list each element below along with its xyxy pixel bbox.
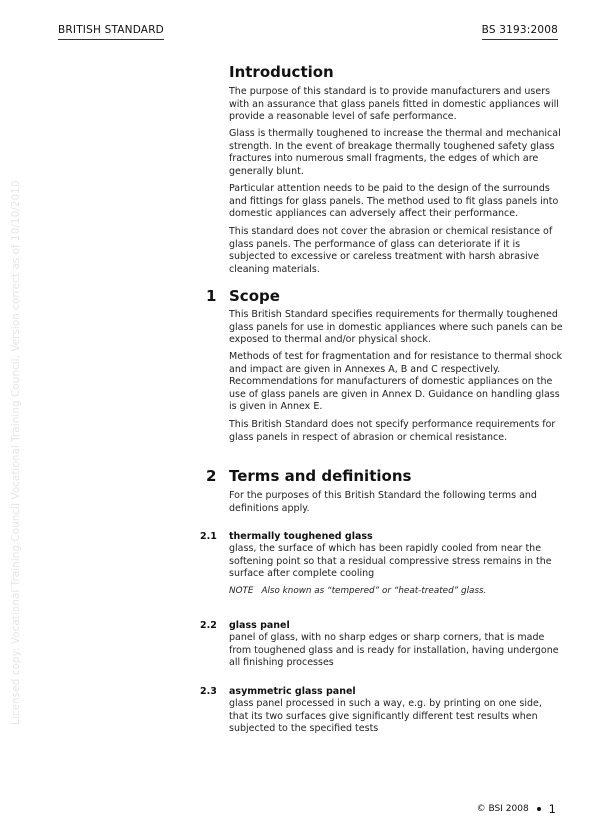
definition-number: 2.3 (200, 686, 217, 697)
introduction-paragraph: Glass is thermally toughened to increase the thermal and mechanical strength. In the event of breakage thermally toughened safety glass fractures into numerous small fragments, the edges of which are generally blunt. (229, 128, 561, 177)
definition-text: panel of glass, with no sharp edges or sharp corners, that is made from toughened glass and is ready for installation, having undergone all finishing processes (229, 632, 559, 669)
scope-section-number: 1 (206, 287, 217, 305)
licence-watermark (10, 125, 24, 725)
header-standard-label: BRITISH STANDARD (58, 24, 164, 40)
introduction-paragraph: This standard does not cover the abrasion or chemical resistance of glass panels. The performance of glass can deteriorate if it is subjected to excessive or careless treatment with harsh abrasive cleaning materials. (229, 226, 553, 275)
scope-paragraph: This British Standard specifies requirements for thermally toughened glass panels for use in domestic appliances where such panels can be exposed to thermal and/or physical shock. (229, 309, 563, 346)
definition-term: thermally toughened glass (229, 531, 373, 542)
note-label: NOTE (229, 586, 254, 596)
definition-note (229, 586, 564, 596)
page-number: 1 (548, 802, 556, 816)
note-text: Also known as “tempered” or “heat-treated” glass. (261, 586, 487, 596)
definition-number: 2.1 (200, 531, 217, 542)
scope-paragraph: This British Standard does not specify performance requirements for glass panels in respect of abrasion or chemical resistance. (229, 419, 556, 443)
terms-section-number: 2 (206, 467, 217, 485)
definition-term: asymmetric glass panel (229, 686, 356, 697)
definition-text: glass, the surface of which has been rapidly cooled from near the softening point so that a residual compressive stress remains in the surface after complete cooling (229, 543, 552, 580)
copyright-notice: © BSI 2008 (476, 804, 529, 814)
header-standard-number: BS 3193:2008 (482, 24, 558, 40)
page-footer (477, 802, 556, 816)
introduction-paragraph: Particular attention needs to be paid to the design of the surrounds and fittings for glass panels. The method used to fit glass panels into domestic appliances can adversely affect their performance. (229, 183, 559, 220)
definition-number: 2.2 (200, 620, 217, 631)
terms-heading: Terms and definitions (229, 467, 412, 485)
watermark-text: Licensed copy: Vocational Training Council Vocational Training Council, Version correct as of 10/10/2010 (10, 180, 22, 725)
scope-paragraph: Methods of test for fragmentation and for resistance to thermal shock and impact are given in Annexes A, B and C respectively. Recommendations for manufacturers of domestic appliances on the use of glass panels are given in Annex D. Guidance on handling glass is given in Annex E. (229, 351, 562, 413)
separator-dot (537, 807, 541, 811)
terms-intro-paragraph: For the purposes of this British Standard the following terms and definitions apply. (229, 490, 537, 514)
definition-term: glass panel (229, 620, 290, 631)
introduction-paragraph: The purpose of this standard is to provide manufacturers and users with an assurance that glass panels fitted in domestic appliances will provide a reasonable level of safe performance. (229, 86, 559, 123)
scope-heading: Scope (229, 287, 280, 305)
introduction-heading: Introduction (229, 63, 334, 81)
definition-text: glass panel processed in such a way, e.g. by printing on one side, that its two surfaces give significantly different test results when subjected to the specified tests (229, 698, 542, 735)
